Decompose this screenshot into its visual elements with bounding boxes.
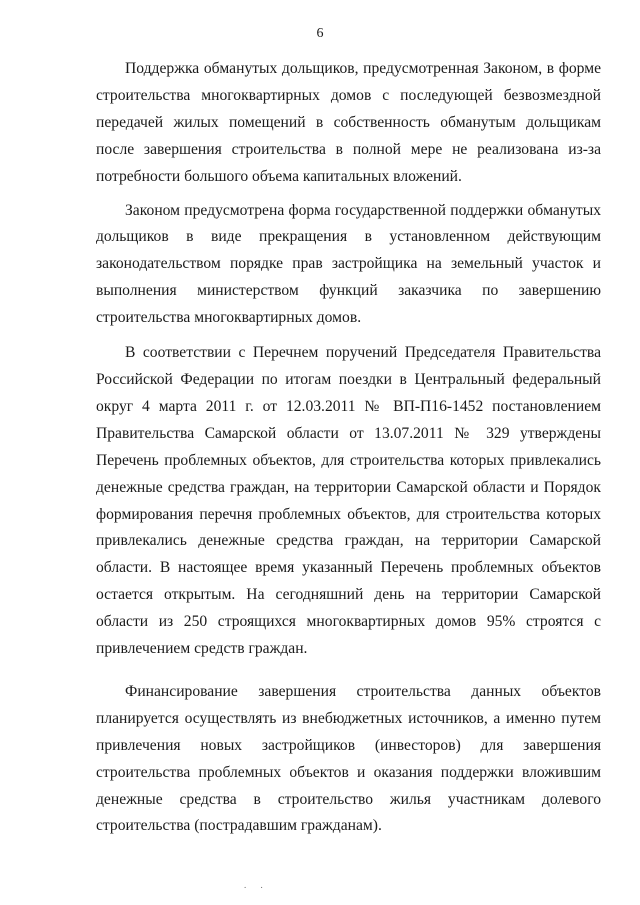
document-body (96, 56, 601, 840)
scan-artifact: . . (244, 880, 269, 890)
paragraph-problem-objects-list: В соответствии с Перечнем поручений Председателя Правительства Российской Федерации по итогам поездки в Центральный федеральный округ 4 марта 2011 г. от 12.03.2011 № ВП-П16-1452 постановлением Правительства Самарской области от 13.07.2011 № 329 утверждены Перечень проблемных объектов, для строительства которых привлекались денежные средства граждан, на территории Самарской области и Порядок формирования перечня проблемных объектов, для строительства которых привлекались денежные средства граждан, на территории Самарской области. В настоящее время указанный Перечень проблемных объектов остается открытым. На сегодняшний день на территории Самарской области из 250 строящихся многоквартирных домов 95% строятся с привлечением средств граждан. (96, 344, 601, 658)
page-number: 6 (316, 26, 324, 41)
paragraph-support-construction: Поддержка обманутых дольщиков, предусмотренная Законом, в форме строительства многоквартирных домов с последующей безвозмездной передачей жилых помещений в собственность обманутым дольщикам после завершения строительства в полной мере не реализована из-за потребности большого объема капитальных вложений. (96, 60, 601, 185)
paragraph-state-support-form: Законом предусмотрена форма государственной поддержки обманутых дольщиков в виде прекращения в установленном действующим законодательством порядке прав застройщика на земельный участок и выполнения министерством функций заказчика по завершению строительства многоквартирных домов. (96, 201, 601, 327)
paragraph-financing: Финансирование завершения строительства данных объектов планируется осуществлять из внебюджетных источников, а именно путем привлечения новых застройщиков (инвесторов) для завершения строительства проблемных объектов и оказания поддержки вложившим денежные средства в строительство жилья участникам долевого строительства (пострадавшим гражданам). (96, 682, 601, 835)
